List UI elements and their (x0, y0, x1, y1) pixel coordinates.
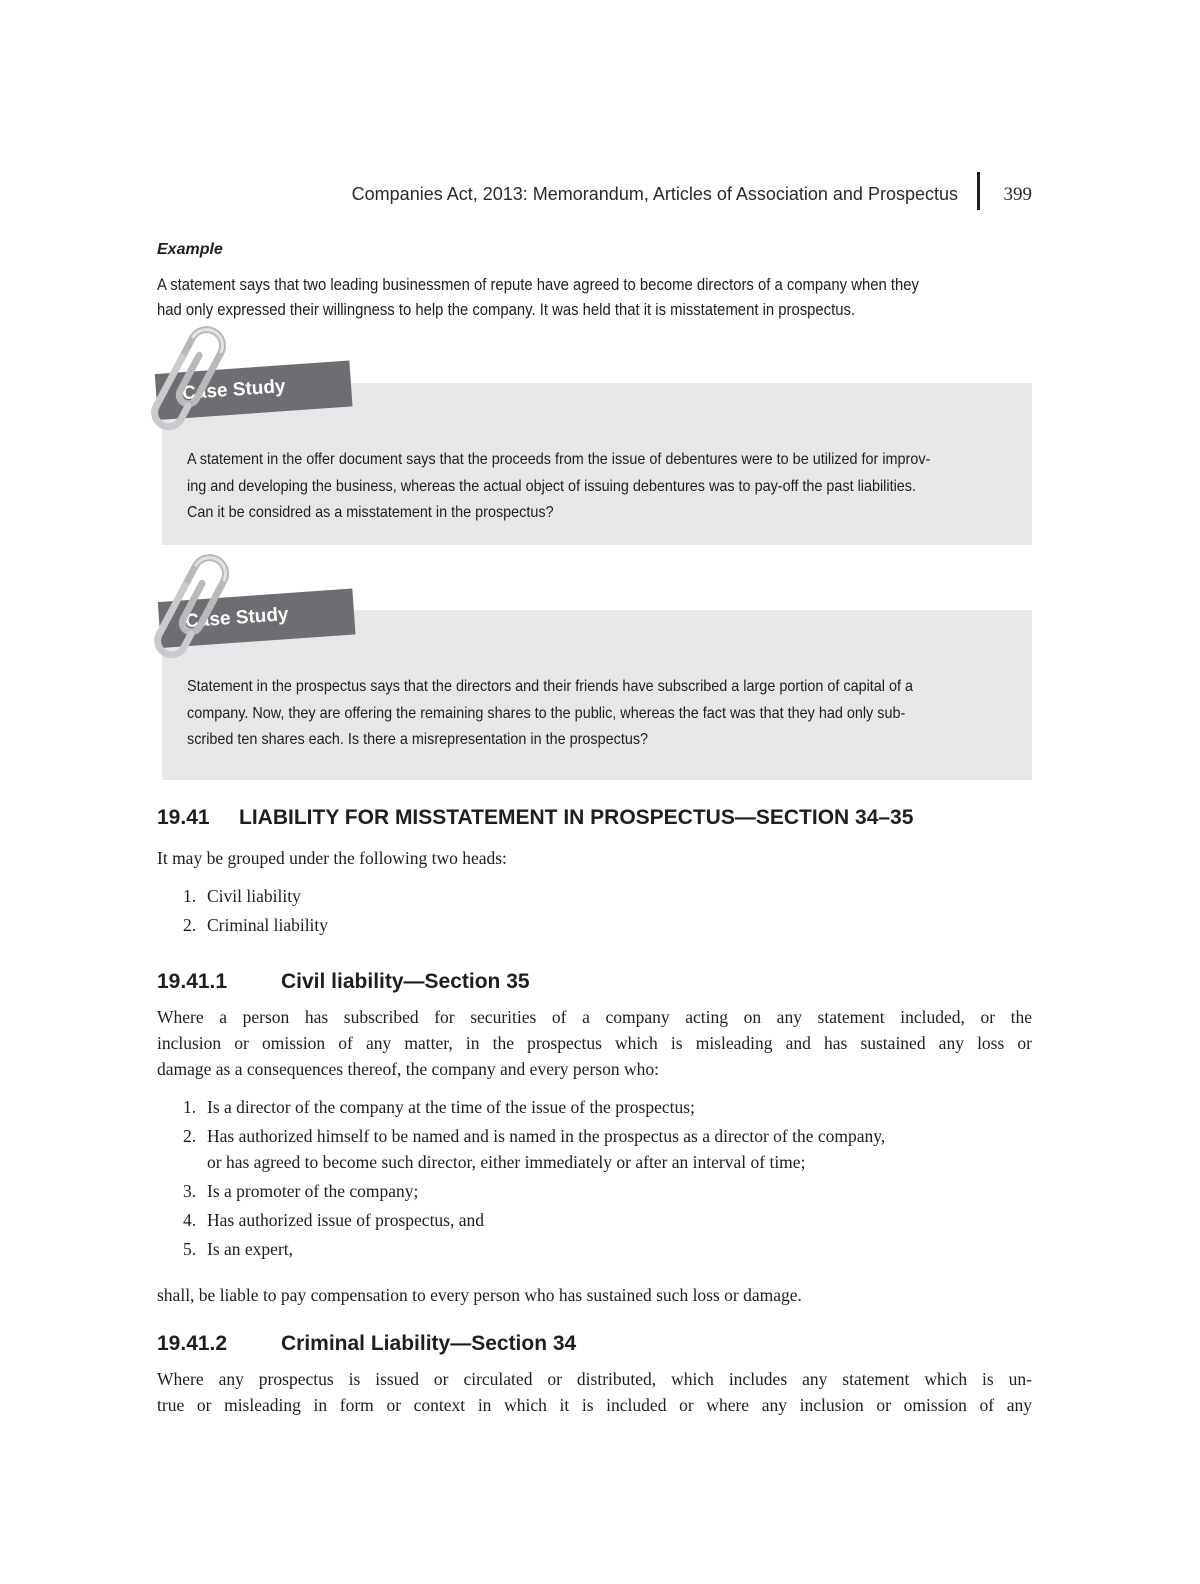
paragraph-line: inclusion or omission of any matter, in the prospectus which is misleading and has sustained any loss or (157, 1033, 1032, 1053)
example-text (157, 273, 1032, 323)
page-number: 399 (1003, 184, 1032, 205)
liability-list (183, 883, 328, 941)
paragraph-line: damage as a consequences thereof, the company and every person who: (157, 1059, 659, 1079)
list-item (183, 1123, 885, 1175)
list-item-text: Has authorized himself to be named and is named in the prospectus as a director of the company, (207, 1126, 886, 1146)
paragraph-line: true or misleading in form or context in which it is included or where any inclusion or omission of any (157, 1395, 1032, 1415)
case-study-text (187, 674, 1006, 754)
list-item (183, 912, 328, 938)
case-study-text (187, 447, 1006, 527)
case-study-tab-label: Case Study (181, 376, 287, 405)
list-item-text: Is a director of the company at the time of the issue of the prospectus; (207, 1097, 695, 1117)
subsection-title: Criminal Liability—Section 34 (281, 1332, 577, 1355)
section-heading (157, 806, 913, 830)
example-line: A statement says that two leading businessmen of repute have agreed to become directors of a company when they (157, 276, 919, 294)
civil-liability-closing: shall, be liable to pay compensation to every person who has sustained such loss or damage. (157, 1285, 802, 1305)
subsection-number: 19.41.2 (157, 1332, 228, 1355)
list-item-text: Criminal liability (207, 915, 329, 935)
civil-liability-list (183, 1094, 885, 1265)
paragraph-line: Where any prospectus is issued or circulated or distributed, which includes any statement which is un- (157, 1369, 1032, 1389)
subsection-heading (157, 1332, 576, 1356)
case-study-line: Statement in the prospectus says that the directors and their friends have subscribed a large portion of capital of a (187, 678, 914, 695)
list-item (183, 1236, 885, 1262)
case-study-line: company. Now, they are offering the remaining shares to the public, whereas the fact was that they had only sub- (187, 704, 906, 722)
list-item-text: Is a promoter of the company; (207, 1181, 419, 1201)
list-item-number: 3. (183, 1181, 197, 1201)
list-item-text: Is an expert, (207, 1239, 294, 1259)
paragraph-line: Where a person has subscribed for securities of a company acting on any statement included, or the (157, 1007, 1032, 1027)
case-study-line: ing and developing the business, whereas the actual object of issuing debentures was to pay-off the past liabilities. (187, 477, 916, 495)
list-item-text: Civil liability (207, 886, 301, 906)
list-item (183, 1178, 885, 1204)
list-item (183, 1207, 885, 1233)
list-item (183, 1094, 885, 1120)
section-number: 19.41 (157, 806, 210, 829)
list-item-number: 1. (183, 886, 197, 906)
list-item-text: Has authorized issue of prospectus, and (207, 1210, 485, 1230)
list-item-continuation: or has agreed to become such director, either immediately or after an interval of time; (207, 1152, 806, 1172)
header-divider (977, 172, 980, 210)
case-study-line: A statement in the offer document says that the proceeds from the issue of debentures were to be utilized for improv- (187, 451, 931, 468)
case-study-line: scribed ten shares each. Is there a misrepresentation in the prospectus? (187, 731, 649, 748)
list-item-number: 1. (183, 1097, 197, 1117)
paperclip-icon (148, 326, 238, 466)
running-title: Companies Act, 2013: Memorandum, Articles of Association and Prospectus (351, 184, 958, 204)
case-study-line: Can it be considred as a misstatement in the prospectus? (187, 504, 554, 521)
list-item-number: 4. (183, 1210, 197, 1230)
section-intro: It may be grouped under the following two heads: (157, 848, 507, 868)
paperclip-icon (151, 554, 241, 694)
running-header (150, 172, 1032, 216)
criminal-liability-paragraph (157, 1366, 1032, 1418)
list-item-number: 2. (183, 1126, 197, 1146)
example-label: Example (157, 241, 223, 258)
civil-liability-paragraph (157, 1004, 1032, 1082)
subsection-number: 19.41.1 (157, 970, 228, 993)
list-item-number: 5. (183, 1239, 197, 1259)
list-item-number: 2. (183, 915, 197, 935)
subsection-heading (157, 970, 530, 994)
list-item (183, 883, 328, 909)
section-title: LIABILITY FOR MISSTATEMENT IN PROSPECTUS—SECTION 34–35 (239, 806, 914, 829)
example-line: had only expressed their willingness to help the company. It was held that it is misstatement in prospectus. (157, 301, 856, 319)
subsection-title: Civil liability—Section 35 (281, 970, 530, 993)
case-study-tab-label: Case Study (184, 604, 290, 633)
